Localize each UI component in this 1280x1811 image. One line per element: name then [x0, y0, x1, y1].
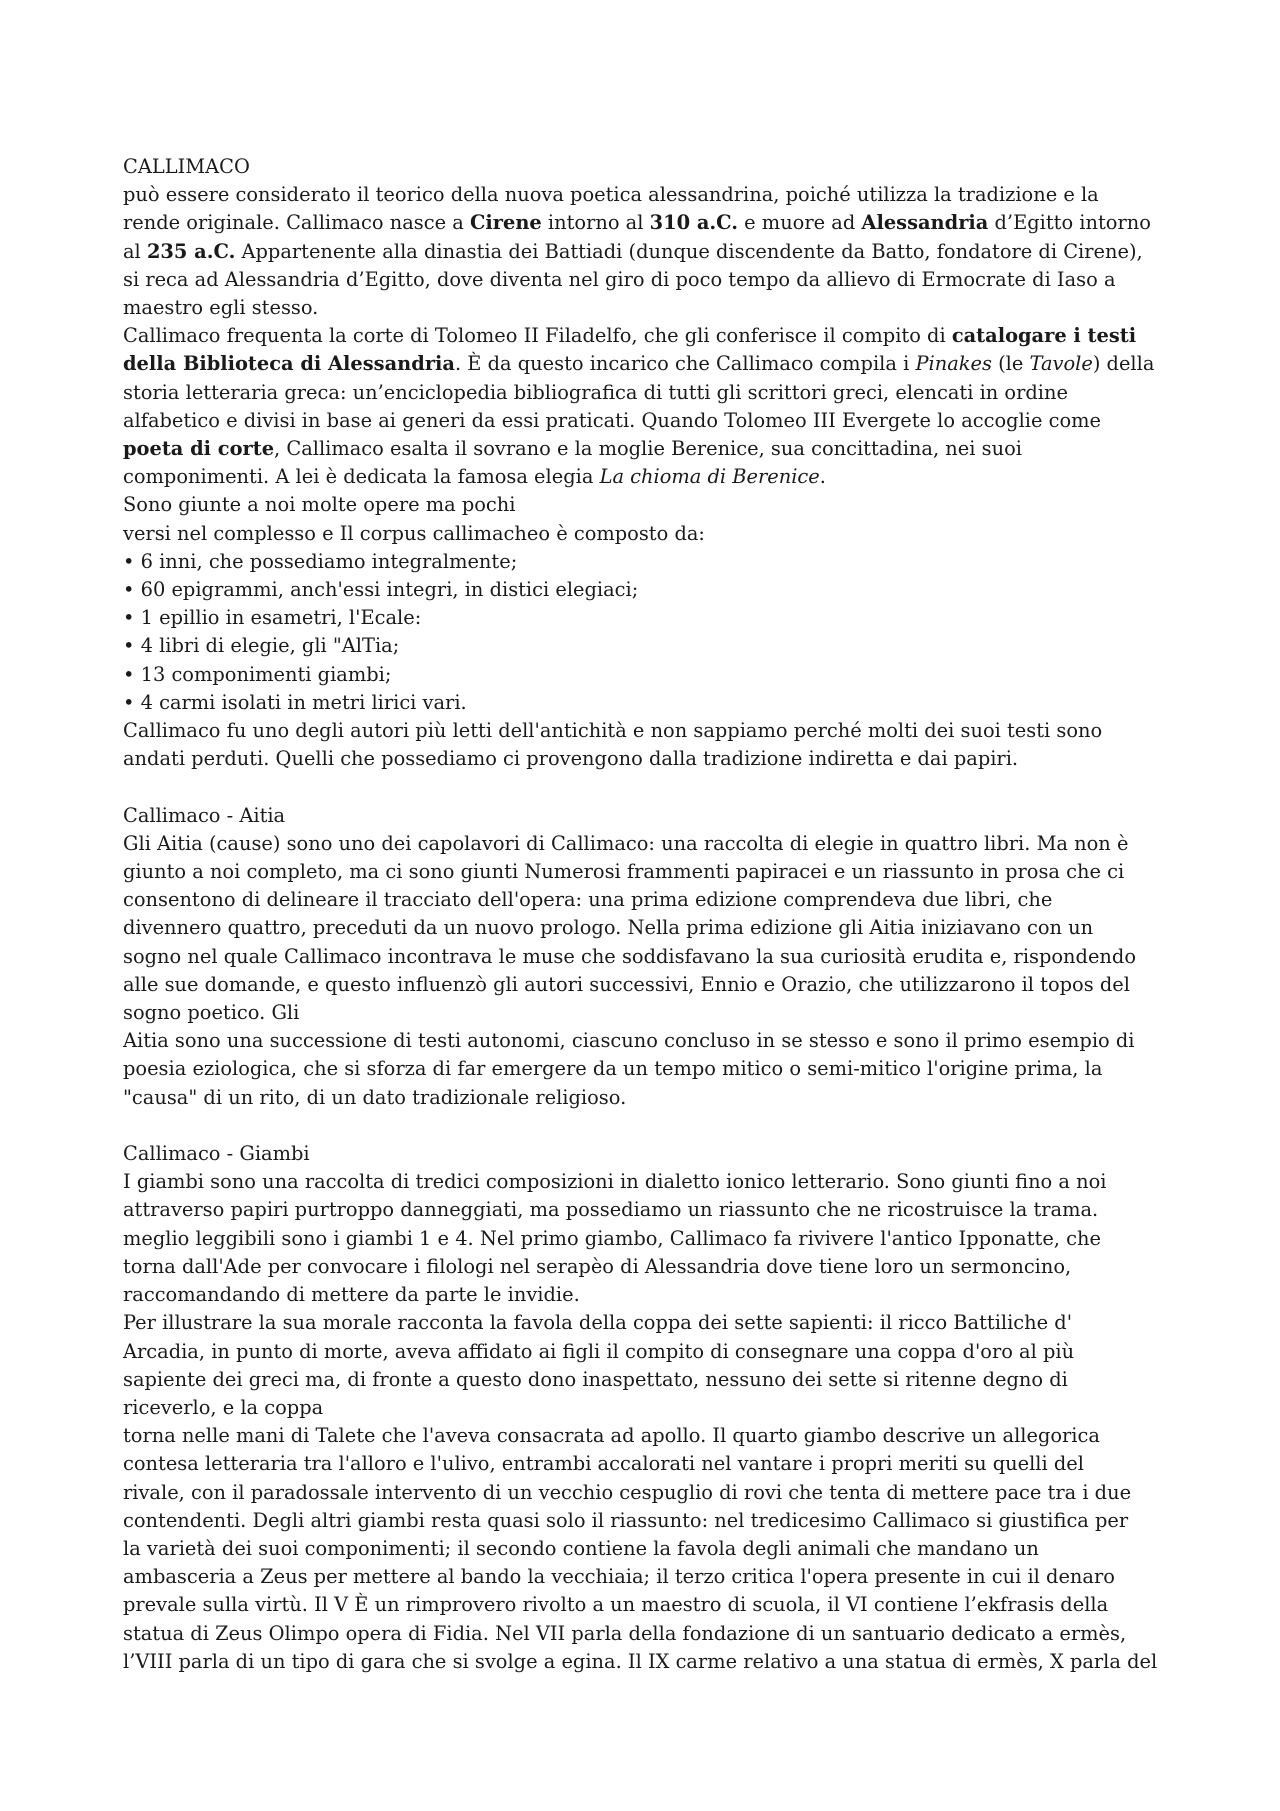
section-heading-aitia: Callimaco - Aitia — [123, 803, 286, 827]
giambi-paragraph-3: torna nelle mani di Talete che l'aveva consacrata ad apollo. Il quarto giambo descrive un allegorica contesa letteraria tra l'alloro e l'ulivo, entrambi accalorati nel vantare i propri meriti su quelli del rivale, con il paradossale intervento di un vecchio cespuglio di rovi che tenta di mettere pace tra i due contendenti. Degli altri giambi resta quasi solo il riassunto: nel tredicesimo Callimaco si giustifica per la varietà dei suoi componimenti; il secondo contiene la favola degli animali che mandano un ambasceria a Zeus per mettere al bando la vecchiaia; il terzo critica l'opera presente in cui il denaro prevale sulla virtù. Il V È un rimprovero rivolto a un maestro di scuola, il VI contiene l’ekfrasis della statua di Zeus Olimpo opera di Fidia. Nel VII parla della fondazione di un santuario dedicato a ermès, l’VIII parla di un tipo di gara che si svolge a egina. Il IX carme relativo a una statua di ermès, X parla del — [123, 1424, 1158, 1673]
intro-paragraph-1: può essere considerato il teorico della nuova poetica alessandrina, poiché utilizza la tradizione e la rende originale. Callimaco nasce a Cirene intorno al 310 a.C. e muore ad Alessandria d’Egitto intorno al 235 a.C. Appartenente alla dinastia dei Battiadi (dunque discendente da Batto, fondatore di Cirene), si reca ad Alessandria d’Egitto, dove diventa nel giro di poco tempo da allievo di Ermocrate di Iaso a maestro egli stesso. — [123, 183, 1151, 320]
list-item: • 4 carmi isolati in metri lirici vari. — [123, 689, 1183, 717]
intro-paragraph-3: Sono giunte a noi molte opere ma pochi versi nel complesso e Il corpus callimacheo è composto da: — [123, 493, 705, 545]
list-item: • 13 componimenti giambi; — [123, 661, 1183, 689]
giambi-paragraph-2: Per illustrare la sua morale racconta la favola della coppa dei sette sapienti: il ricco Battiliche d' Arcadia, in punto di morte, aveva affidato ai figli il compito di consegnare una coppa d'oro al più sapiente dei greci ma, di fronte a questo dono inaspettato, nessuno dei sette si ritenne degno di riceverlo, e la coppa — [123, 1311, 1075, 1419]
giambi-paragraph-1: I giambi sono una raccolta di tredici composizioni in dialetto ionico letterario. Sono giunti fino a noi attraverso papiri purtroppo danneggiati, ma possediamo un riassunto che ne ricostruisce la trama. meglio leggibili sono i giambi 1 e 4. Nel primo giambo, Callimaco fa rivivere l'antico Ipponatte, che torna dall'Ade per convocare i filologi nel serapèo di Alessandria dove tiene loro un sermoncino, raccomandando di mettere da parte le invidie. — [123, 1170, 1107, 1307]
list-item: • 4 libri di elegie, gli "AlTia; — [123, 632, 1183, 660]
section-spacer — [123, 773, 1183, 801]
list-item: • 6 inni, che possediamo integralmente; — [123, 548, 1183, 576]
section-heading-giambi: Callimaco - Giambi — [123, 1142, 310, 1166]
intro-paragraph-2: Callimaco frequenta la corte di Tolomeo II Filadelfo, che gli conferisce il compito di catalogare i testi della Biblioteca di Alessandria. È da questo incarico che Callimaco compila i Pinakes (le Tavole) della storia letteraria greca: un’enciclopedia bibliografica di tutti gli scrittori greci, elencati in ordine alfabetico e divisi in base ai generi da essi praticati. Quando Tolomeo III Evergete lo accoglie come poeta di corte, Callimaco esalta il sovrano e la moglie Berenice, sua concittadina, nei suoi componimenti. A lei è dedicata la famosa elegia La chioma di Berenice. — [123, 324, 1155, 489]
aitia-paragraph-2: Aitia sono una successione di testi autonomi, ciascuno concluso in se stesso e sono il primo esempio di poesia eziologica, che si sforza di far emergere da un tempo mitico o semi-mitico l'origine prima, la "causa" di un rito, di un dato tradizionale religioso. — [123, 1029, 1135, 1109]
section-spacer — [123, 1112, 1183, 1140]
intro-paragraph-4: Callimaco fu uno degli autori più letti dell'antichità e non sappiamo perché molti dei suoi testi sono andati perduti. Quelli che possediamo ci provengono dalla tradizione indiretta e dai papiri. — [123, 719, 1103, 771]
corpus-list — [123, 548, 1183, 717]
document-title: CALLIMACO — [123, 155, 250, 178]
document-page — [123, 153, 1183, 1676]
list-item: • 1 epillio in esametri, l'Ecale: — [123, 604, 1183, 632]
list-item: • 60 epigrammi, anch'essi integri, in distici elegiaci; — [123, 576, 1183, 604]
aitia-paragraph-1: Gli Aitia (cause) sono uno dei capolavori di Callimaco: una raccolta di elegie in quattro libri. Ma non è giunto a noi completo, ma ci sono giunti Numerosi frammenti papiracei e un riassunto in prosa che ci consentono di delineare il tracciato dell'opera: una prima edizione comprendeva due libri, che divennero quattro, preceduti da un nuovo prologo. Nella prima edizione gli Aitia iniziavano con un sogno nel quale Callimaco incontrava le muse che soddisfavano la sua curiosità erudita e, rispondendo alle sue domande, e questo influenzò gli autori successivi, Ennio e Orazio, che utilizzarono il topos del sogno poetico. Gli — [123, 831, 1137, 1025]
